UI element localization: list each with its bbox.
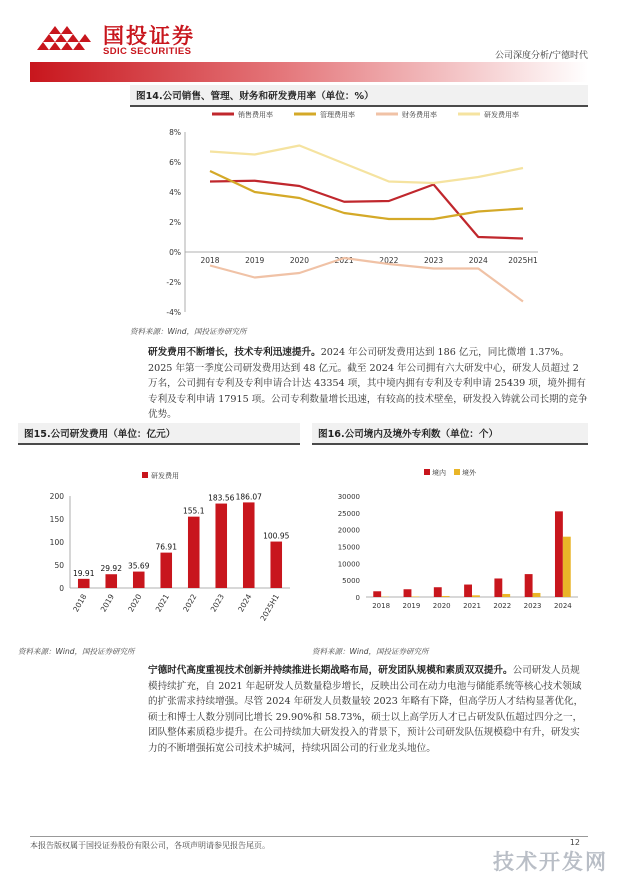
y-tick-label: 15000	[337, 543, 360, 552]
y-tick-label: 50	[54, 561, 64, 570]
x-tick-label: 2021	[334, 256, 354, 265]
y-tick-label: 0%	[169, 248, 181, 257]
paragraph-body: 2024 年公司研发费用达到 186 亿元，同比微增 1.37%。2025 年第一季度公司研发费用达到 48 亿元。截至 2024 年公司拥有六大研发中心，研发人员超过 2 万名，公司拥有专利及专利申请合计达 43354 项，其中境内拥有专利及专利申请 25439 项，境外拥有专利及专利申请 17915 项。公司专利数量增长迅速，有较高的技术壁垒，研发投入铸就公司长期的竞争优势。	[148, 347, 588, 421]
bar-value-label: 155.1	[183, 506, 205, 516]
bar	[105, 574, 117, 588]
x-tick-label: 2024	[553, 602, 572, 610]
page-number: 12	[569, 838, 580, 847]
x-tick-label: 2022	[493, 602, 512, 610]
bar	[188, 517, 200, 588]
bar-value-label: 19.91	[73, 568, 95, 578]
y-tick-label: 25000	[337, 509, 360, 518]
fig15-source: 资料来源：Wind，国投证券研究所	[18, 647, 135, 656]
bar-domestic	[373, 591, 381, 597]
bar-value-label: 76.91	[155, 542, 177, 552]
x-tick-label: 2021	[153, 592, 171, 614]
x-tick-label: 2025H1	[508, 256, 538, 265]
bar-value-label: 29.92	[100, 564, 122, 574]
legend-label: 财务费用率	[402, 111, 437, 119]
legend-label: 研发费用率	[484, 111, 519, 119]
y-tick-label: 6%	[169, 158, 181, 167]
x-tick-label: 2025H1	[258, 592, 281, 623]
x-tick-label: 2019	[98, 592, 116, 614]
legend-label: 境内	[432, 469, 446, 477]
paragraph-body: 公司研发人员规模持续扩充，自 2021 年起研发人员数量稳步增长，反映出公司在动力电池与储能系统等核心技术领域的扩张需求持续增强。尽管 2024 年研发人员数量较 2023 年略有下降，但高学历人才结构显著优化，硕士和博士人数分别同比增长 29.90%和 58.73%，硕士以上高学历人才已占研发队伍超过四分之一，团队整体素质稳步提升。在公司持续加大研发投入的背景下，预计公司研发队伍规模稳中有升，研发实力的不断增强拓宽公司技术护城河，持续巩固公司的行业龙头地位。	[148, 665, 584, 754]
fig14-title: 图14.公司销售、管理、财务和研发费用率（单位：%）	[130, 85, 588, 107]
x-tick-label: 2020	[126, 592, 144, 614]
y-tick-label: 2%	[169, 218, 181, 227]
x-tick-label: 2020	[432, 602, 451, 610]
fig16-source: 资料来源：Wind，国投证券研究所	[312, 647, 429, 656]
x-tick-label: 2019	[245, 256, 265, 265]
x-tick-label: 2023	[208, 592, 226, 614]
y-tick-label: 10000	[337, 560, 360, 569]
y-tick-label: 0	[355, 594, 360, 602]
bar-overseas	[472, 595, 480, 597]
bar-overseas	[533, 593, 541, 597]
bar-domestic	[555, 511, 563, 597]
bar-overseas	[411, 596, 419, 597]
paragraph-rd-team	[148, 663, 588, 757]
y-tick-label: 100	[49, 538, 64, 547]
x-tick-label: 2022	[181, 592, 199, 614]
logo-text-en: SDIC SECURITIES	[103, 46, 192, 57]
bar	[215, 504, 227, 588]
y-tick-label: 30000	[337, 493, 360, 501]
bar	[243, 502, 255, 588]
y-tick-label: 8%	[169, 128, 181, 137]
x-tick-label: 2018	[200, 256, 220, 265]
fig16-title: 图16.公司境内及境外专利数（单位：个）	[312, 423, 588, 445]
bar-value-label: 100.95	[263, 531, 290, 541]
x-tick-label: 2023	[424, 256, 444, 265]
y-tick-label: -4%	[166, 308, 181, 317]
bar	[78, 579, 90, 588]
x-tick-label: 2024	[468, 256, 488, 265]
x-tick-label: 2019	[402, 602, 421, 610]
x-tick-label: 2024	[236, 592, 254, 614]
paragraph-rd-expense	[148, 345, 588, 423]
logo-mark-icon	[33, 20, 95, 58]
fig14-source: 资料来源：Wind，国投证券研究所	[130, 327, 247, 336]
bar-overseas	[502, 594, 510, 597]
legend-swatch	[424, 469, 430, 475]
x-tick-label: 2021	[463, 602, 481, 610]
y-tick-label: 150	[49, 515, 64, 524]
y-tick-label: 4%	[169, 188, 181, 197]
footer-disclaimer: 本报告版权属于国投证券股份有限公司，各项声明请参见报告尾页。	[30, 841, 270, 850]
x-tick-label: 2018	[372, 602, 391, 610]
x-tick-label: 2023	[523, 602, 542, 610]
paragraph-lead: 研发费用不断增长，技术专利迅速提升。	[148, 347, 321, 358]
bar	[133, 572, 145, 588]
series-line-0	[210, 181, 523, 239]
bar-value-label: 35.69	[128, 561, 150, 571]
bar-domestic	[434, 587, 442, 597]
header-band	[30, 62, 588, 82]
fig14-line-chart	[150, 100, 550, 325]
bar-overseas	[442, 596, 450, 597]
bar-value-label: 183.56	[208, 493, 235, 503]
watermark: 技术开发网	[493, 850, 608, 874]
paragraph-lead: 宁德时代高度重视技术创新并持续推进长期战略布局，研发团队规模和素质双双提升。	[148, 665, 513, 676]
y-tick-label: -2%	[166, 278, 181, 287]
bar-domestic	[525, 574, 533, 597]
fig15-bar-chart	[18, 440, 300, 640]
legend-label: 销售费用率	[238, 111, 273, 119]
legend-swatch	[142, 472, 148, 478]
legend-label: 管理费用率	[320, 111, 355, 119]
bar	[160, 553, 172, 588]
legend-swatch	[454, 469, 460, 475]
footer-divider	[30, 836, 588, 837]
bar-domestic	[494, 578, 502, 597]
y-tick-label: 200	[49, 492, 64, 501]
y-tick-label: 0	[59, 584, 64, 593]
bar-domestic	[464, 585, 472, 597]
series-line-3	[210, 146, 523, 184]
bar-value-label: 186.07	[235, 492, 262, 502]
logo-text-cn: 国投证券	[103, 24, 195, 48]
bar-domestic	[404, 589, 412, 597]
fig16-bar-chart	[312, 440, 588, 640]
bar	[270, 542, 282, 588]
x-tick-label: 2022	[379, 256, 399, 265]
report-tag: 公司深度分析/宁德时代	[494, 51, 588, 61]
y-tick-label: 5000	[342, 577, 360, 586]
y-tick-label: 20000	[337, 526, 360, 535]
x-tick-label: 2020	[289, 256, 309, 265]
fig15-title: 图15.公司研发费用（单位：亿元）	[18, 423, 300, 445]
legend-label: 境外	[462, 469, 476, 477]
x-tick-label: 2018	[71, 592, 89, 614]
bar-overseas	[563, 537, 571, 597]
legend-label: 研发费用	[151, 472, 179, 480]
